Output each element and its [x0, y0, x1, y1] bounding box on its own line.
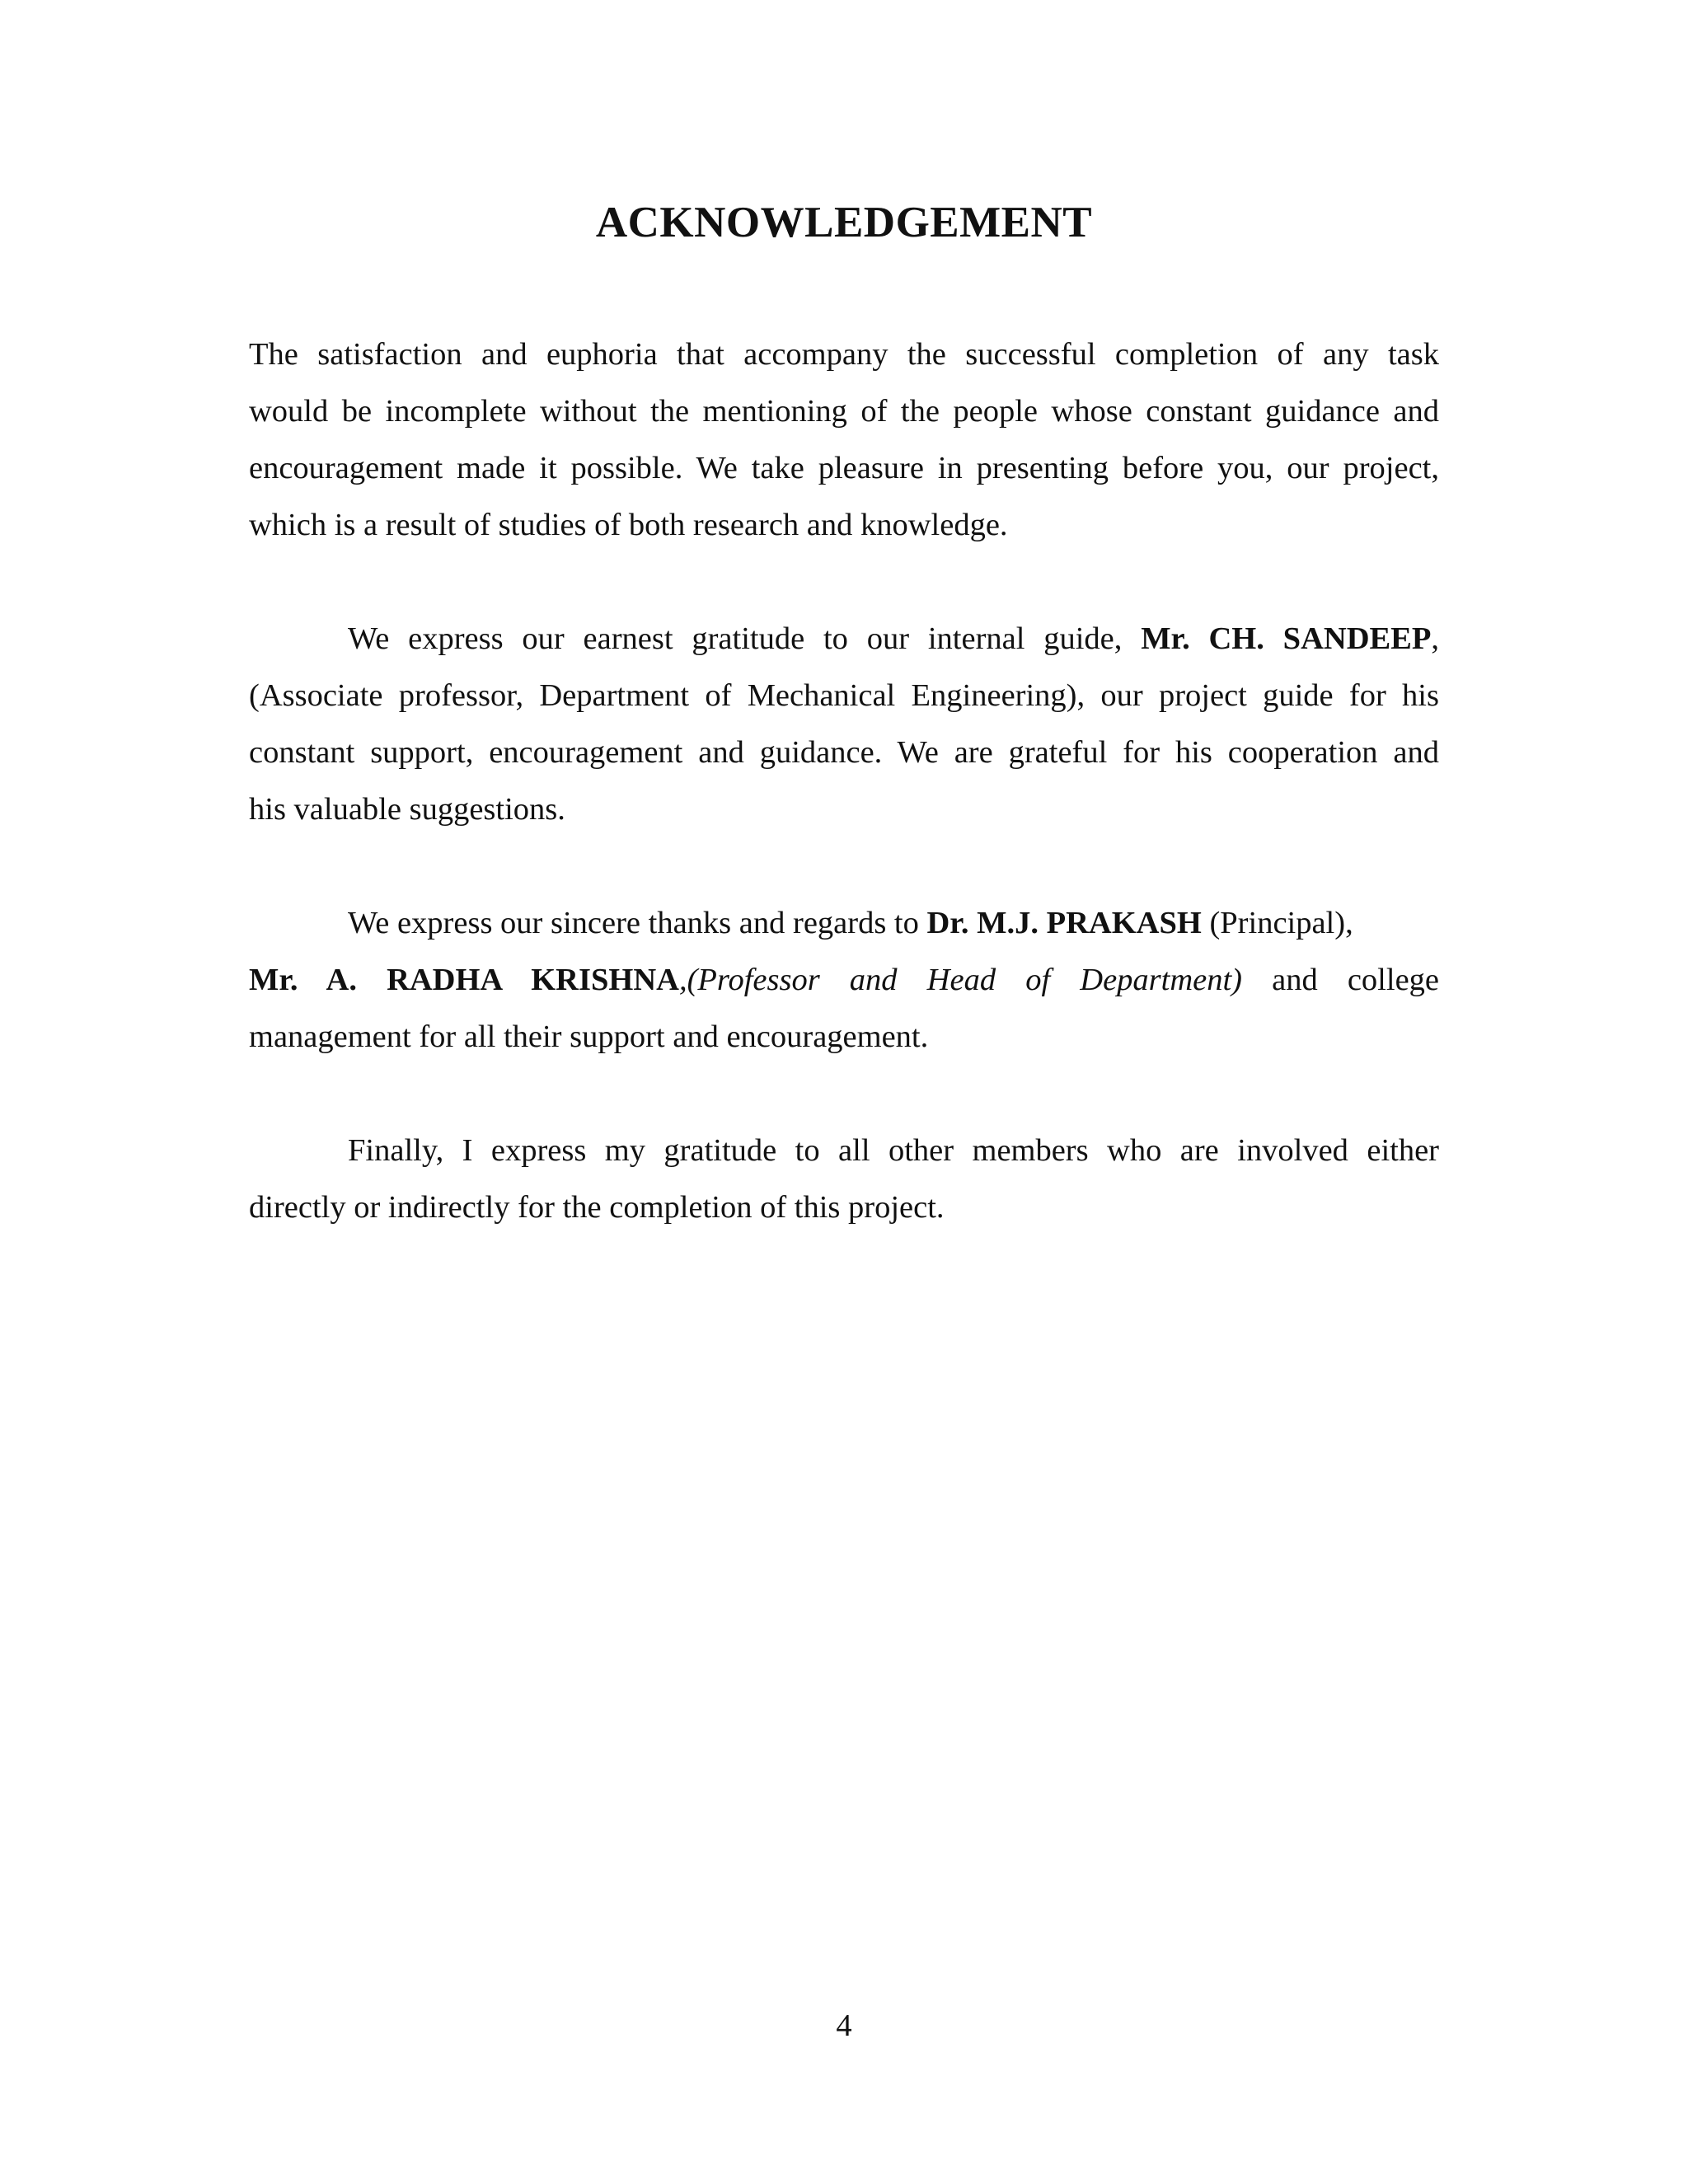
- text-line: [249, 895, 1439, 952]
- hod-name: Mr. A. RADHA KRISHNA: [249, 963, 679, 997]
- page-number: 4: [836, 2008, 852, 2043]
- text-line: Finally, I express my gratitude to all other members who are involved either: [348, 1133, 1439, 1168]
- text-line: [249, 611, 1439, 668]
- principal-name: Dr. M.J. PRAKASH: [926, 906, 1202, 940]
- document-body: [249, 326, 1439, 1293]
- text-line: The satisfaction and euphoria that accompany the successful completion of any task: [249, 337, 1439, 372]
- hod-designation: ,(Professor and Head of Department): [678, 963, 1242, 997]
- text-fragment: and college: [1242, 963, 1439, 997]
- text-line: encouragement made it possible. We take pleasure in presenting before you, our project,: [249, 451, 1439, 485]
- paragraph-final: [249, 1122, 1439, 1236]
- paragraph-intro: [249, 326, 1439, 554]
- text-fragment: ,: [1431, 621, 1439, 656]
- text-line: his valuable suggestions.: [249, 792, 565, 827]
- text-line: which is a result of studies of both research and knowledge.: [249, 508, 1008, 542]
- text-fragment: We express our sincere thanks and regards to: [348, 906, 927, 940]
- paragraph-thanks: [249, 895, 1439, 1066]
- text-fragment: We express our earnest gratitude to our internal guide,: [348, 621, 1142, 656]
- text-line: (Associate professor, Department of Mechanical Engineering), our project guide for his: [249, 678, 1439, 713]
- text-line: [249, 952, 1439, 1009]
- text-line: directly or indirectly for the completion of this project.: [249, 1190, 945, 1225]
- text-fragment: (Principal),: [1201, 906, 1353, 940]
- page-title: ACKNOWLEDGEMENT: [595, 199, 1093, 246]
- text-line: management for all their support and encouragement.: [249, 1019, 929, 1054]
- text-line: constant support, encouragement and guidance. We are grateful for his cooperation and: [249, 735, 1439, 770]
- guide-name: Mr. CH. SANDEEP: [1141, 621, 1432, 656]
- text-line: would be incomplete without the mentioning of the people whose constant guidance and: [249, 394, 1439, 429]
- paragraph-guide: [249, 611, 1439, 838]
